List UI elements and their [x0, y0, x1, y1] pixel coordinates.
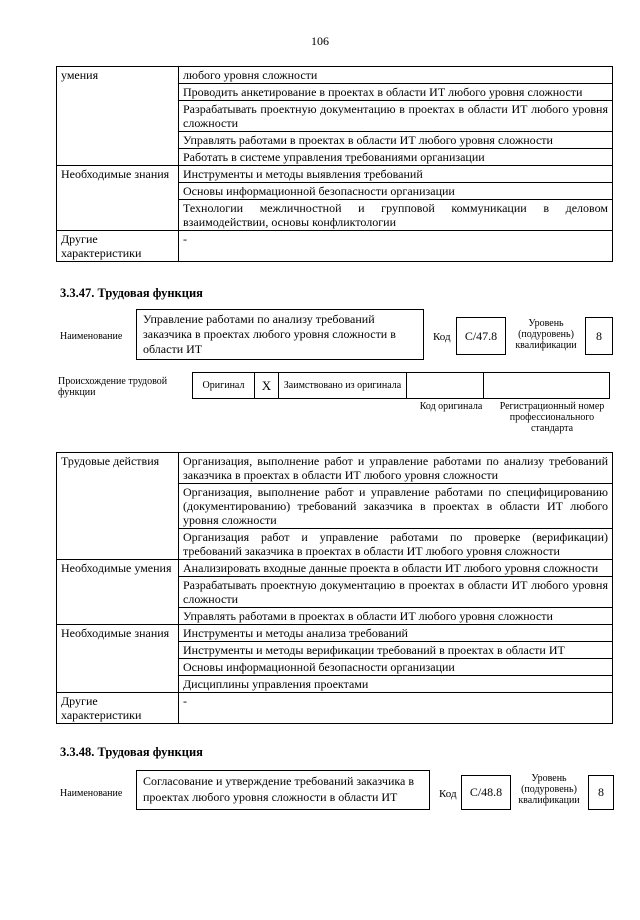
code-original-caption: Код оригинала: [419, 401, 483, 412]
row-label: Необходимые знания: [57, 166, 179, 231]
section-title: 3.3.47. Трудовая функция: [60, 286, 203, 300]
table-cell: Разрабатывать проектную документацию в проектах в области ИТ любого уровня сложности: [179, 101, 613, 132]
table-cell: Инструменты и методы анализа требований: [179, 625, 613, 642]
row-label: умения: [57, 67, 179, 166]
code-box: C/47.8: [456, 317, 506, 355]
level-box: 8: [585, 317, 613, 355]
table-cell: Управлять работами в проектах в области ИТ любого уровня сложности: [179, 608, 613, 625]
row-label: Необходимые знания: [57, 625, 179, 693]
level-label: Уровень (подуровень) квалификации: [518, 773, 580, 806]
borrowed-label: Заимствовано из оригинала: [279, 373, 407, 399]
level-label: Уровень (подуровень) квалификации: [515, 318, 577, 351]
function-name-box: Управление работами по анализу требований заказчика в проектах любого уровня сложности в области ИТ: [136, 309, 424, 360]
page-number: 106: [311, 34, 329, 48]
table-cell: Основы информационной безопасности организации: [179, 659, 613, 676]
table-cell: Технологии межличностной и групповой коммуникации в деловом взаимодействии, основы конфликтологии: [179, 200, 613, 231]
table-cell: Дисциплины управления проектами: [179, 676, 613, 693]
table-cell: Анализировать входные данные проекта в области ИТ любого уровня сложности: [179, 560, 613, 577]
table-cell: Инструменты и методы верификации требований в проектах в области ИТ: [179, 642, 613, 659]
name-label: Наименование: [60, 788, 123, 799]
code-box: C/48.8: [461, 775, 511, 810]
row-label: Другие характеристики: [57, 231, 179, 262]
table-cell: Основы информационной безопасности организации: [179, 183, 613, 200]
table-cell: Управлять работами в проектах в области ИТ любого уровня сложности: [179, 132, 613, 149]
reg-number-caption: Регистрационный номер профессионального стандарта: [499, 401, 605, 434]
original-label: Оригинал: [193, 373, 255, 399]
original-mark: X: [255, 373, 279, 399]
row-label: Другие характеристики: [57, 693, 179, 724]
code-label: Код: [433, 331, 451, 343]
table-cell: Организация, выполнение работ и управление работами по анализу требований заказчика в проектах в области ИТ любого уровня сложности: [179, 453, 613, 484]
table-cell: Организация, выполнение работ и управление работами по специфицированию (документированию) требований заказчика в проектах в области ИТ любого уровня сложности: [179, 484, 613, 529]
skills-knowledge-table-top: [56, 66, 613, 262]
level-box: 8: [588, 775, 614, 810]
row-label: Трудовые действия: [57, 453, 179, 560]
code-label: Код: [439, 788, 457, 800]
origin-table: [192, 372, 610, 399]
labor-function-table: [56, 452, 613, 724]
table-cell: Инструменты и методы выявления требований: [179, 166, 613, 183]
table-cell: Разрабатывать проектную документацию в проектах в области ИТ любого уровня сложности: [179, 577, 613, 608]
reg-number-cell: [484, 373, 610, 399]
table-cell: Проводить анкетирование в проектах в области ИТ любого уровня сложности: [179, 84, 613, 101]
row-label: Необходимые умения: [57, 560, 179, 625]
table-cell: -: [179, 693, 613, 724]
name-label: Наименование: [60, 331, 123, 342]
function-name-box: Согласование и утверждение требований заказчика в проектах любого уровня сложности в области ИТ: [136, 770, 430, 810]
table-cell: -: [179, 231, 613, 262]
table-cell: Работать в системе управления требованиями организации: [179, 149, 613, 166]
table-cell: любого уровня сложности: [179, 67, 613, 84]
code-original-cell: [407, 373, 484, 399]
section-title: 3.3.48. Трудовая функция: [60, 745, 203, 759]
table-cell: Организация работ и управление работами по проверке (верификации) требований заказчика в проектах в области ИТ любого уровня сложности: [179, 529, 613, 560]
origin-label: Происхождение трудовой функции: [58, 376, 168, 398]
